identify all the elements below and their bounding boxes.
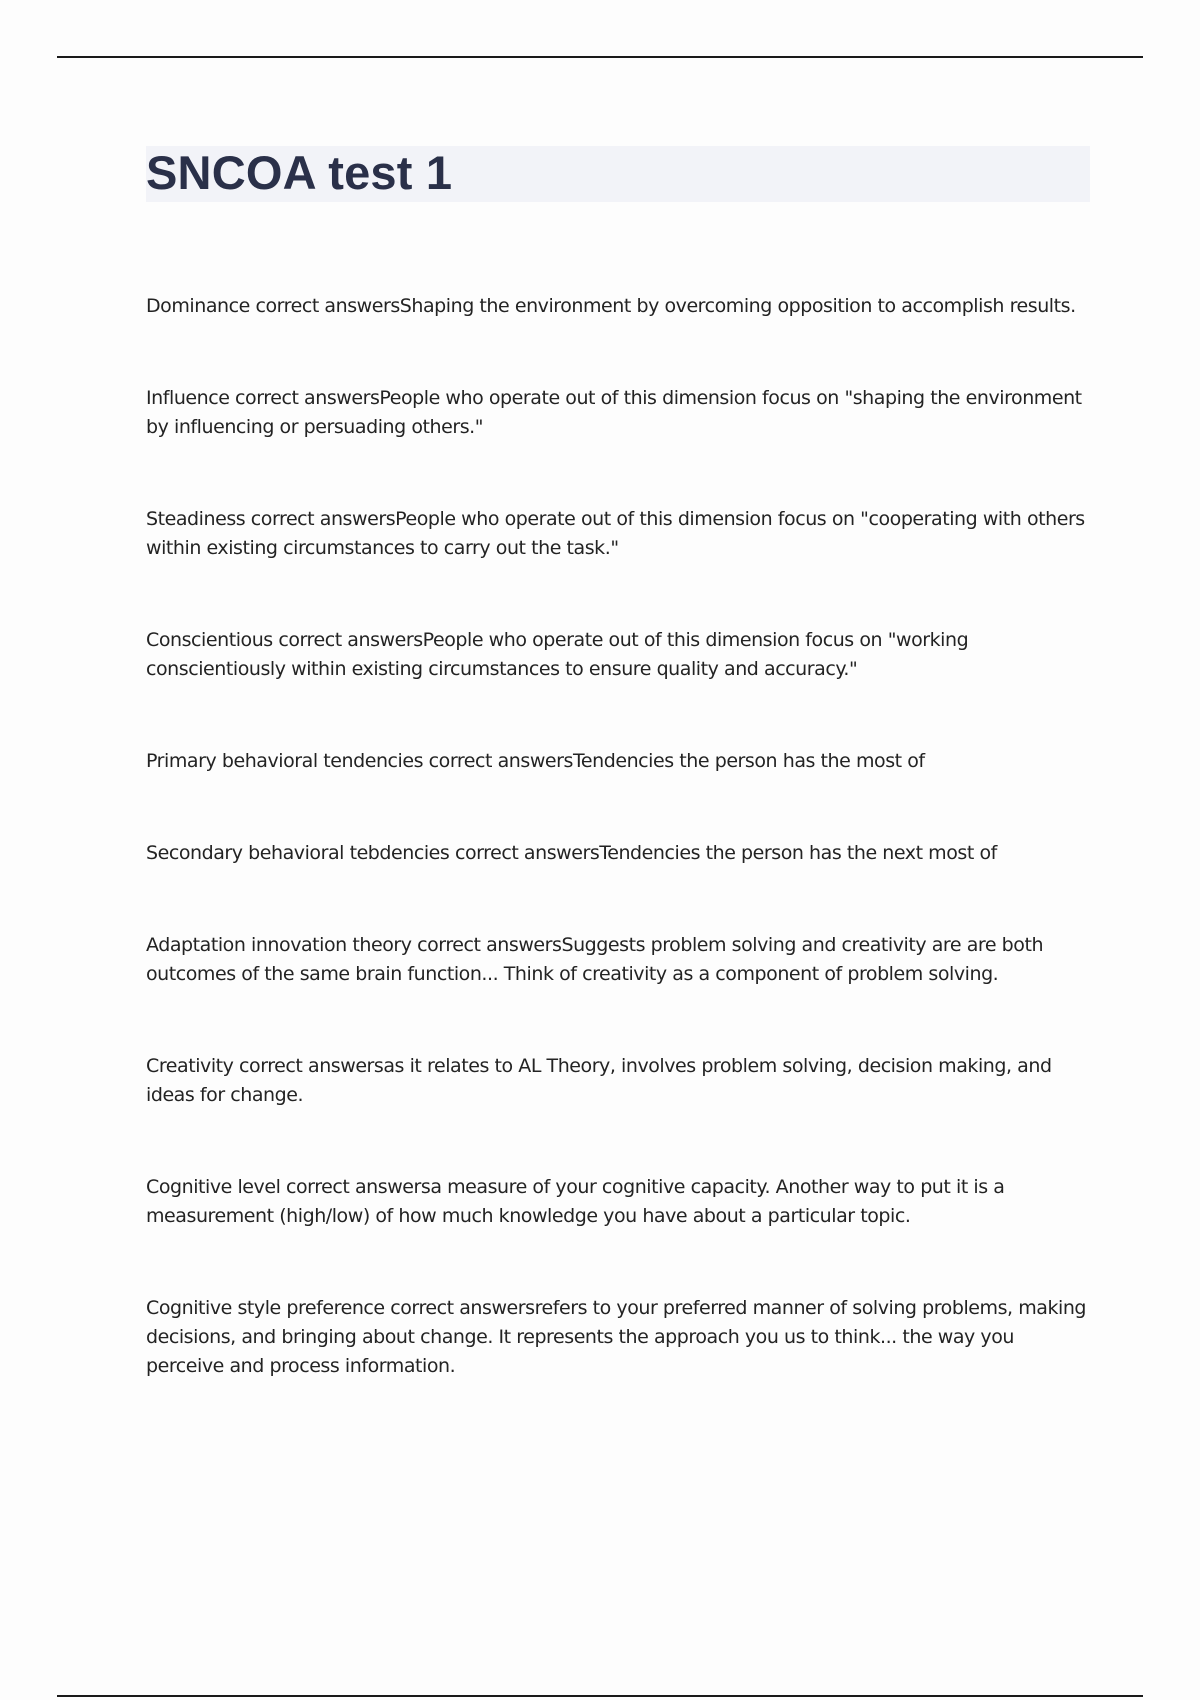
qa-item-cognitive-level: Cognitive level correct answersa measure of your cognitive capacity. Another way to put it is a measurement (high/low) of how much knowledge you have about a particular topic. <box>146 1176 1005 1227</box>
qa-item-influence: Influence correct answersPeople who operate out of this dimension focus on "shaping the environment by influencing or persuading others." <box>146 387 1082 438</box>
bottom-divider <box>57 1695 1143 1697</box>
top-divider <box>57 56 1143 58</box>
page-title: SNCOA test 1 <box>146 146 453 199</box>
qa-item-steadiness: Steadiness correct answersPeople who operate out of this dimension focus on "cooperating with others within existing circumstances to carry out the task." <box>146 508 1085 559</box>
qa-item-cognitive-style: Cognitive style preference correct answersrefers to your preferred manner of solving problems, making decisions, and bringing about change. It represents the approach you us to think... the way you perceive and process information. <box>146 1297 1087 1377</box>
qa-item-primary-tendencies: Primary behavioral tendencies correct answersTendencies the person has the most of <box>146 750 925 772</box>
qa-item-creativity: Creativity correct answersas it relates to AL Theory, involves problem solving, decision making, and ideas for change. <box>146 1055 1052 1106</box>
qa-item-dominance: Dominance correct answersShaping the environment by overcoming opposition to accomplish results. <box>146 295 1076 317</box>
qa-list <box>146 292 1096 1381</box>
qa-item-secondary-tendencies: Secondary behavioral tebdencies correct answersTendencies the person has the next most of <box>146 842 997 864</box>
qa-item-conscientious: Conscientious correct answersPeople who operate out of this dimension focus on "working conscientiously within existing circumstances to ensure quality and accuracy." <box>146 629 969 680</box>
qa-item-adaptation-innovation: Adaptation innovation theory correct answersSuggests problem solving and creativity are are both outcomes of the same brain function... Think of creativity as a component of problem solving. <box>146 934 1044 985</box>
